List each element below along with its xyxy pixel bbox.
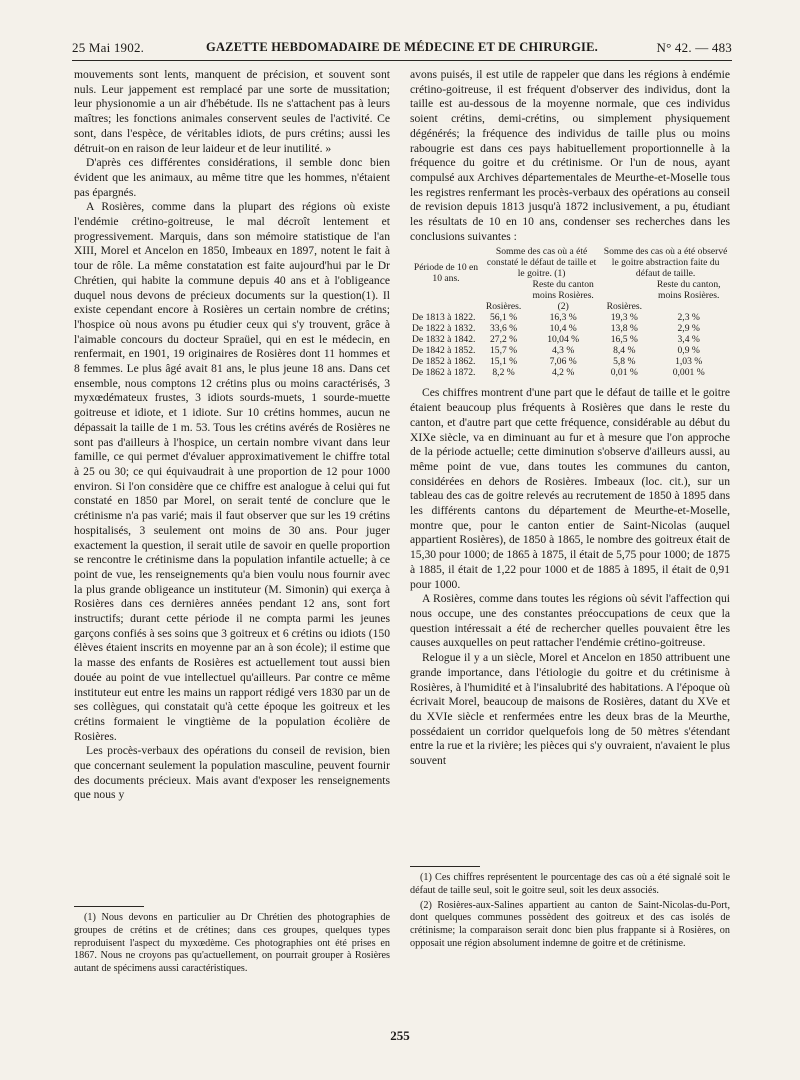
table-header-period: Période de 10 en 10 ans.: [413, 262, 479, 285]
header-rule: [72, 60, 732, 61]
left-column: [74, 68, 390, 803]
cell-value: 2,9 %: [677, 323, 700, 335]
journal-title: GAZETTE HEBDOMADAIRE DE MÉDECINE ET DE CHIRURGIE.: [206, 40, 598, 54]
cell-value: 19,3 %: [610, 312, 638, 324]
page-folio: 255: [390, 1028, 410, 1043]
footnote-rule: [74, 906, 144, 907]
cell-value: 33,6 %: [489, 323, 518, 335]
table-header-rosieres: Rosières.: [485, 301, 522, 313]
cell-value: 16,3 %: [549, 312, 577, 324]
cell-value: 0,9 %: [677, 345, 700, 357]
table-header-group1: Somme des cas où a été constaté le défaut de taille et le goitre. (1): [486, 246, 597, 280]
paragraph: Relogue il y a un siècle, Morel et Ancelon en 1850 attribuent une grande importance, dans l'étiologie du goitre et du crétinisme à Rosières, à l'humidité et à l'insalubrité des habitations. A l'époque où écrivait Morel, beaucoup de maisons de Rosières, datant du XVe et du XVIe siècle et renfermées entre les deux bras de la Meurthe, possédaient un corridor quelquefois long de 50 mètres s'étendant entre la rue et la rivière; les pièces qui s'y ouvraient, n'avaient le plus souvent: [410, 651, 730, 768]
cell-value: 16,5 %: [610, 334, 638, 346]
table-row: [410, 367, 730, 378]
table-row: [410, 345, 730, 356]
footnotes-right: [410, 872, 730, 953]
cell-value: 0,01 %: [610, 367, 638, 379]
cell-value: 4,3 %: [551, 345, 575, 357]
footnotes-left: [74, 912, 390, 978]
cell-period: De 1813 à 1822.: [412, 312, 476, 324]
paragraph: A Rosières, comme dans la plupart des régions où existe l'endémie crétino-goitreuse, le mal décroît lentement et progressivement. Marquis, dans son mémoire statistique de l'an XIII, Morel et Ancelon en 1850, Imbeaux en 1897, notent le fait à tour de rôle. La même constatation est faite aujourd'hui par le Dr Chrétien, qui habite la commune depuis 40 ans et à l'obligeance duquel nous devons de précieux documents sur la question(1). Il existe cependant encore à Rosières un certain nombre de crétins; l'hospice où nous avons pu étudier ceux qui s'y trouvent, grâce à l'aimable concours du docteur Spraüel, qui en est le médecin, en renfermait, en 1901, 19 originaires de Rosières dont 11 hommes et 8 femmes. Le plus âgé avait 81 ans, le plus jeune 18 ans. Dans cet ensemble, nous comptons 12 crétins plus ou moins caractérisés, 3 myxœdémateux frustes, 3 idiots sourds-muets, 1 sourde-muette goitreuse et idiote, et 1 idiote. Sur 10 crétins hommes, aucun ne dépassait la taille de 1 m. 53. Tous les crétins avérés de Rosières ne sont pas d'ailleurs à l'hospice, un certain nombre vivant dans leur famille, ce qui permet d'évaluer approximativement le chiffre total à 25 ou 30; ce qui équivaudrait à une proportion de 12 pour 1000 environ. Si l'on considère que ce chiffre est analogue à celui qui fut constaté en 1850 par Morel, on serait tenté de conclure que le crétinisme n'a pas varié; mais il faut observer que sur les 19 crétins hospitalisés, 3 seulement ont moins de 30 ans. Pour juger exactement la question, il serait utile de savoir en quelle proportion se rencontre le crétinisme dans la population infantile actuelle; à ce point de vue, les renseignements qu'a bien voulu nous fournir avec la plus grande obligeance un instituteur (M. Simonin) qui exerça à Rosières dans ces dernières années pendant 12 ans, sont fort instructifs; durant cette période il ne compta parmi les jeunes garçons confiés à ses soins que 3 goitreux et 6 crétins ou idiots (150 élèves étaient inscrits en moyenne par an à son école); il estime que la masse des enfants de Rosières est actuellement tout aussi bien douée au point de vue intellectuel qu'ailleurs. Par contre ce même instituteur eut entre les mains un rapport rédigé vers 1830 par un de ses collègues, qui constatait qu'à cette époque les goitreux et les crétins formaient le vingtième de la population écolière de Rosières.: [74, 200, 390, 743]
cell-value: 0,001 %: [672, 367, 705, 379]
cell-value: 10,4 %: [549, 323, 577, 335]
cell-period: De 1832 à 1842.: [412, 334, 476, 346]
right-column: [410, 68, 730, 769]
cell-value: 2,3 %: [677, 312, 700, 324]
cell-period: De 1842 à 1852.: [412, 345, 476, 357]
table-header-rest: Reste du canton moins Rosières. (2): [532, 279, 594, 313]
cell-value: 3,4 %: [677, 334, 700, 346]
conscription-table: [410, 246, 730, 378]
footnote: (1) Ces chiffres représentent le pourcentage des cas où a été signalé soit le défaut de taille seul, soit le goitre seul, soit les deux associés.: [410, 872, 730, 896]
paragraph: A Rosières, comme dans toutes les régions où sévit l'affection qui nous occupe, une des constantes préoccupations de ceux que la question intéressait a été de rechercher quelles pouvaient être les causes auxquelles on peut rattacher l'endémie crétino-goitreuse.: [410, 592, 730, 650]
cell-value: 8,4 %: [613, 345, 636, 357]
table-header-rosieres: Rosières.: [606, 301, 643, 313]
table-header-rest: Reste du canton, moins Rosières.: [656, 279, 721, 302]
cell-value: 1,03 %: [675, 356, 703, 368]
cell-period: De 1822 à 1832.: [412, 323, 476, 335]
cell-value: 27,2 %: [489, 334, 518, 346]
cell-value: 8,2 %: [492, 367, 515, 379]
paragraph: Les procès-verbaux des opérations du conseil de revision, bien que concernant seulement la population masculine, peuvent fournir des documents précieux. Mais avant d'exposer les renseignements que nous y: [74, 744, 390, 802]
cell-value: 4,2 %: [551, 367, 575, 379]
paragraph: D'après ces différentes considérations, il semble donc bien évident que les animaux, au même titre que les hommes, n'étaient pas épargnés.: [74, 156, 390, 199]
footnote: (2) Rosières-aux-Salines appartient au canton de Saint-Nicolas-du-Port, dont quelques communes possèdent des goitreux et des cas isolés de crétinisme; la comparaison serait donc bien plus frappante si à Rosières, on opposait une région absolument indemne de goitre et de crétinisme.: [410, 899, 730, 949]
cell-value: 7,06 %: [549, 356, 577, 368]
paragraph: Ces chiffres montrent d'une part que le défaut de taille et le goitre étaient beaucoup plus fréquents à Rosières que dans le reste du canton, et d'autre part que cette fréquence, considérable au début du XIXe siècle, va en diminuant au fur et à mesure que l'on approche de la période actuelle; cette diminution s'observe d'ailleurs aussi, au même point de vue, dans toutes les communes du canton, considérées en dehors de Rosières. Imbeaux (loc. cit.), sur un tableau des cas de goitre relevés au recrutement de 1850 à 1895 dans les différents cantons du département de Meurthe-et-Moselle, montre que, pour le canton entier de Saint-Nicolas (auquel appartient Rosières), de 1850 à 1865, le nombre des goitreux était de 15,30 pour 1000; de 1865 à 1875, il était de 5,75 pour 1000; de 1875 à 1885, il était de 1,22 pour 1000 et de 1885 à 1895, il était de 0,91 pour 1000.: [410, 386, 730, 591]
cell-value: 15,1 %: [489, 356, 518, 368]
cell-value: 15,7 %: [489, 345, 518, 357]
table-row: [410, 312, 730, 323]
table-header-group2: Somme des cas où a été observé le goitre abstraction faite du défaut de taille.: [603, 246, 728, 280]
table-row: [410, 334, 730, 345]
issue-date: 25 Mai 1902.: [72, 40, 145, 55]
table-row: [410, 356, 730, 367]
table-row: [410, 323, 730, 334]
issue-number-page: N° 42. — 483: [656, 40, 732, 55]
cell-period: De 1852 à 1862.: [412, 356, 476, 368]
cell-value: 56,1 %: [489, 312, 518, 324]
paragraph: avons puisés, il est utile de rappeler que dans les régions à endémie crétino-goitreuse, il est fréquent d'observer des individus, dont la taille est au-dessous de la moyenne normale, que ces individus soient crétins, demi-crétins, ou simplement physiquement dégénérés; la fréquence des individus de taille plus ou moins rabougrie est dans ces pays habituellement proportionnelle à la fréquence du goitre et du crétinisme. Or l'un de nous, ayant compulsé aux Archives départementales de Meurthe-et-Moselle tous les registres renfermant les procès-verbaux des opérations au conseil de revision depuis 1813 jusqu'à 1872 inclusivement, a pu, étudiant les résultats de 10 en 10 ans, condenser ses recherches dans les conclusions suivantes :: [410, 68, 730, 243]
footnote-rule: [410, 866, 480, 867]
cell-value: 10,04 %: [547, 334, 580, 346]
cell-value: 5,8 %: [613, 356, 636, 368]
paragraph: mouvements sont lents, manquent de précision, et souvent sont nuls. Leur jappement est remplacé par une sorte de mussitation; leur physionomie a un air d'hébétude. Ils ne s'attachent pas à leurs maîtres; les fonctions animales conservent seules de l'activité. Ce sont, dans l'espèce, de véritables idiots, de purs crétins; aussi les détruit-on en raison de leur laideur et de leur inutilité. »: [74, 68, 390, 155]
cell-value: 13,8 %: [610, 323, 638, 335]
cell-period: De 1862 à 1872.: [412, 367, 476, 379]
footnote: (1) Nous devons en particulier au Dr Chrétien des photographies de groupes de crétins et de crétines; dans ces groupes, quelques types reproduisent l'aspect du myxœdème. Ces photographies ont été prises en 1867. Nous ne croyons pas qu'actuellement, on pourrait grouper à Rosières autant de spécimens aussi caractéristiques.: [74, 912, 390, 975]
